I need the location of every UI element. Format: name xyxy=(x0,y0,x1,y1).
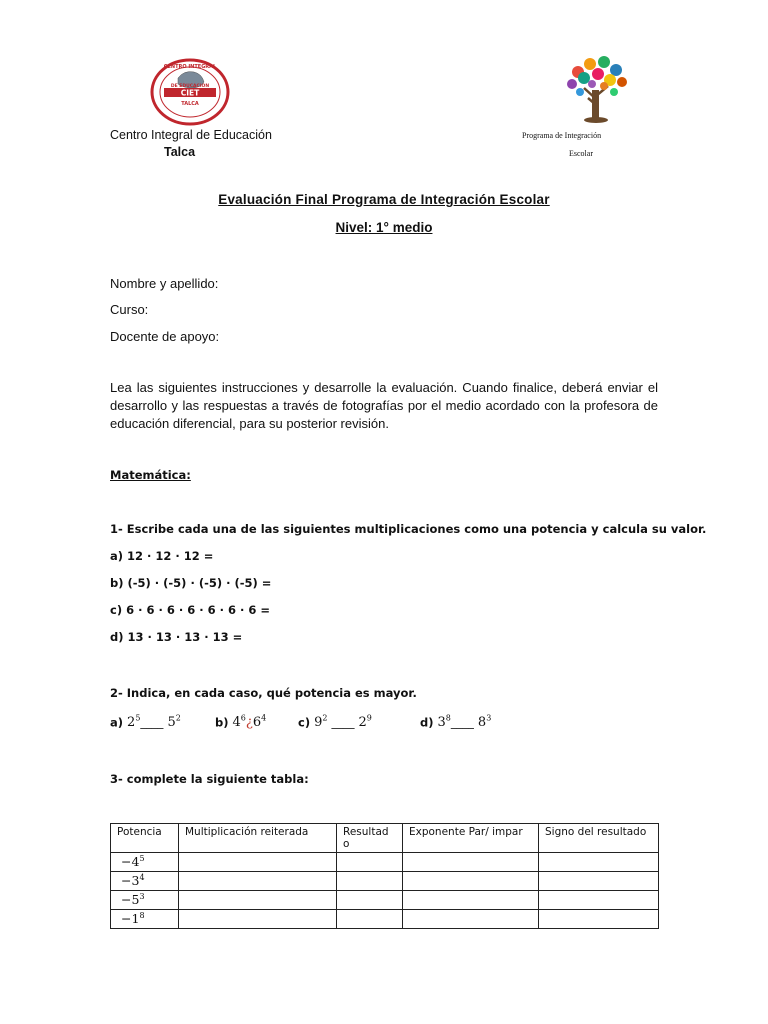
tree-logo xyxy=(558,52,634,124)
table-row xyxy=(111,853,659,872)
header-exponente: Exponente Par/ impar xyxy=(403,824,539,853)
multiplication-cell[interactable] xyxy=(179,853,337,872)
sign-cell[interactable] xyxy=(539,891,659,910)
logo-acronym: CIET xyxy=(180,88,200,98)
header-multiplicacion: Multiplicación reiterada xyxy=(179,824,337,853)
table-row xyxy=(111,891,659,910)
field-course: Curso: xyxy=(110,302,149,317)
question-3-prompt: 3- complete la siguiente tabla: xyxy=(110,772,309,786)
question-2-item-a: a) $2^5\_\_\_\_$ $5^2$ xyxy=(110,714,181,731)
header-potencia: Potencia xyxy=(111,824,179,853)
header-resultado: Resultad o xyxy=(337,824,403,853)
evaluation-title: Evaluación Final Programa de Integración Escolar xyxy=(218,192,550,207)
multiplication-cell[interactable] xyxy=(179,872,337,891)
logo-text-top: CENTRO INTEGRAL xyxy=(163,64,217,70)
question-2-item-d: d) $3^8\_\_\_\_$ $8^3$ xyxy=(420,714,492,731)
field-name: Nombre y apellido: xyxy=(110,276,219,291)
subject-heading: Matemática: xyxy=(110,468,191,482)
field-teacher: Docente de apoyo: xyxy=(110,329,220,344)
table-header-row xyxy=(111,824,659,853)
sign-cell[interactable] xyxy=(539,910,659,929)
instructions-paragraph: Lea las siguientes instrucciones y desarrolle la evaluación. Cuando finalice, deberá enviar el desarrollo y las respuestas a través de fotografías por el medio acordado con la profesora de educación diferencial, para su posterior revisión. xyxy=(110,380,658,431)
result-cell[interactable] xyxy=(337,891,403,910)
question-1-item-a: a) 12 · 12 · 12 = xyxy=(110,549,214,563)
question-2-item-b: b) $4^6¿6^4$ xyxy=(215,714,267,731)
power-cell: $-3^4$ xyxy=(111,872,179,891)
sign-cell[interactable] xyxy=(539,872,659,891)
result-cell[interactable] xyxy=(337,853,403,872)
multiplication-cell[interactable] xyxy=(179,910,337,929)
table-row xyxy=(111,872,659,891)
question-2-prompt: 2- Indica, en cada caso, qué potencia es mayor. xyxy=(110,686,417,700)
powers-table xyxy=(110,823,659,929)
question-1-item-c: c) 6 · 6 · 6 · 6 · 6 · 6 · 6 = xyxy=(110,603,270,617)
school-name: Centro Integral de Educación xyxy=(110,128,272,142)
question-1-item-b: b) (-5) · (-5) · (-5) · (-5) = xyxy=(110,576,272,590)
logo-text-bottom: TALCA xyxy=(181,101,199,107)
question-2-item-c: c) $9^2$ ____ $2^9$ xyxy=(298,714,372,731)
parity-cell[interactable] xyxy=(403,910,539,929)
table-row xyxy=(111,910,659,929)
result-cell[interactable] xyxy=(337,872,403,891)
logo-text-mid: DE EDUCACION xyxy=(170,84,210,89)
result-cell[interactable] xyxy=(337,910,403,929)
evaluation-level: Nivel: 1° medio xyxy=(335,220,433,235)
power-cell: $-5^3$ xyxy=(111,891,179,910)
ciet-logo xyxy=(150,58,230,126)
parity-cell[interactable] xyxy=(403,853,539,872)
parity-cell[interactable] xyxy=(403,891,539,910)
parity-cell[interactable] xyxy=(403,872,539,891)
question-1-item-d: d) 13 · 13 · 13 · 13 = xyxy=(110,630,243,644)
power-cell: $-1^8$ xyxy=(111,910,179,929)
question-1-prompt: 1- Escribe cada una de las siguientes multiplicaciones como una potencia y calcula su valor. xyxy=(110,522,707,536)
header-signo: Signo del resultado xyxy=(539,824,659,853)
power-cell: $-4^5$ xyxy=(111,853,179,872)
multiplication-cell[interactable] xyxy=(179,891,337,910)
program-name-line1: Programa de Integración xyxy=(522,131,602,140)
sign-cell[interactable] xyxy=(539,853,659,872)
program-name-line2: Escolar xyxy=(569,149,593,158)
school-city: Talca xyxy=(164,145,196,159)
